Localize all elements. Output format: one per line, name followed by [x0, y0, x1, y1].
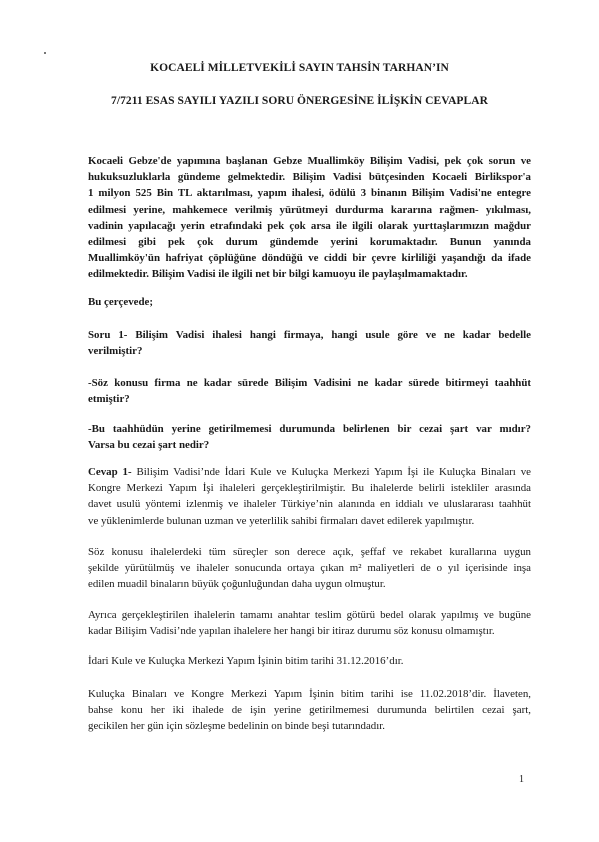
text-line: ve yüklenimlerde bulunan uzman ve yeterlilik sahibi firmaları davet edilerek yapılmıştır. [88, 514, 475, 527]
text-line: şekilde yürütülmüş ve ihaleler sonucunda ortaya çıkan m² maliyetleri de o yıl içerisinde inşa [88, 562, 531, 575]
scan-dot [44, 52, 46, 54]
answer-text: Bilişim Vadisi’nde İdari Kule ve Kuluçka Merkezi Yapım İşi ile Kuluçka Binaları ve [131, 466, 531, 478]
intro-paragraph [88, 153, 531, 283]
text-line: Soru 1- Bilişim Vadisi ihalesi hangi firmaya, hangi usule göre ve ne kadar bedelle [88, 329, 531, 341]
answer-3-paragraph [88, 607, 531, 639]
answer-4-paragraph: İdari Kule ve Kuluçka Merkezi Yapım İşinin bitim tarihi 31.12.2016’dır. [88, 655, 404, 667]
text-line: -Bu taahhüdün yerine getirilmemesi durumunda belirlenen bir cezai şart var mıdır? [88, 423, 531, 435]
text-line: Kocaeli Gebze'de yapımına başlanan Gebze Muallimköy Bilişim Vadisi, pek çok sorun ve [88, 155, 531, 167]
text-line: edilmesi gibi pek çok durum gündemde yerini korumaktadır. Bunun yanında [88, 236, 531, 249]
answer-2-paragraph [88, 544, 531, 593]
text-line: Söz konusu ihalelerdeki tüm süreçler son derece açık, şeffaf ve rekabet kurallarına uygun [88, 546, 531, 558]
page-number: 1 [519, 774, 524, 785]
text-line: edilmesi yerine, mahkemece verilmiş yürütmeyi durdurma kararına rağmen- yıkılması, [88, 203, 531, 216]
text-line: bahse konu her iki ihalede de işin yerine getirilmemesi durumunda belirtilen cezai şart, [88, 704, 531, 717]
text-line: -Söz konusu firma ne kadar sürede Bilişim Vadisini ne kadar sürede bitirmeyi taahhüt [88, 377, 531, 389]
text-line: edilen muadil binaların büyük çoğunluğundan daha uygun olmuştur. [88, 578, 386, 591]
document-title: KOCAELİ MİLLETVEKİLİ SAYIN TAHSİN TARHAN’IN [150, 62, 449, 74]
text-line: Varsa bu cezai şart nedir? [88, 439, 210, 452]
text-line: Ayrıca gerçekleştirilen ihalelerin tamamı anahtar teslim götürü bedel olarak yapılmış ve bugüne [88, 609, 531, 621]
answer-5-paragraph [88, 686, 531, 735]
text-line: gecikilen her gün için sözleşme bedelinin on binde beşi tutarındadır. [88, 720, 385, 733]
text-line: kadar Bilişim Vadisi’nde yapılan ihalelere her hangi bir itiraz durumu söz konusu olmamıştır. [88, 625, 495, 638]
text-line: verilmiştir? [88, 345, 143, 358]
text-line: hukuksuzluklarla gündeme gelmektedir. Bilişim Vadisi bütçesinden Kocaeli Birlikspor'a [88, 171, 531, 184]
answer-1-paragraph [88, 464, 531, 529]
question-1b [88, 375, 531, 407]
text-line: vadinin yapılacağı yerin etrafındaki pek çok arsa ile ilgili olarak yurttaşlarımızın mağdur [88, 219, 531, 232]
document-subtitle: 7/7211 ESAS SAYILI YAZILI SORU ÖNERGESİNE İLİŞKİN CEVAPLAR [111, 95, 488, 107]
text-line [88, 464, 531, 480]
text-line: Kuluçka Binaları ve Kongre Merkezi Yapım İşinin bitim tarihi ise 11.02.2018’dir. İlaveten, [88, 688, 531, 700]
text-line: 1 milyon 525 Bin TL aktarılması, yapım ihalesi, ödülü 3 binanın Bilişim Vadisi'ne entegre [88, 187, 531, 200]
question-1c [88, 421, 531, 453]
text-line: Muallimköy'ün hafriyat çöplüğüne döndüğü ve ciddi bir çevre kirliliği yaşandığı da ifade [88, 252, 531, 265]
text-line: edilmektedir. Bilişim Vadisi ile ilgili net bir bilgi kamuoyu ile paylaşılmamaktadır. [88, 268, 468, 281]
answer-label: Cevap 1- [88, 466, 132, 478]
text-line: Kongre Merkezi Yapım İşi ihaleleri gerçekleştirilmiştir. Bu ihalelerde belirli istekliler arasında [88, 482, 531, 495]
framing-line: Bu çerçevede; [88, 296, 154, 308]
question-1 [88, 327, 531, 359]
text-line: davet usulü yöntemi izlenmiş ve ihaleler Türkiye’nin alanında en iddialı ve uluslararası taahhüt [88, 498, 531, 511]
text-line: etmiştir? [88, 393, 130, 406]
